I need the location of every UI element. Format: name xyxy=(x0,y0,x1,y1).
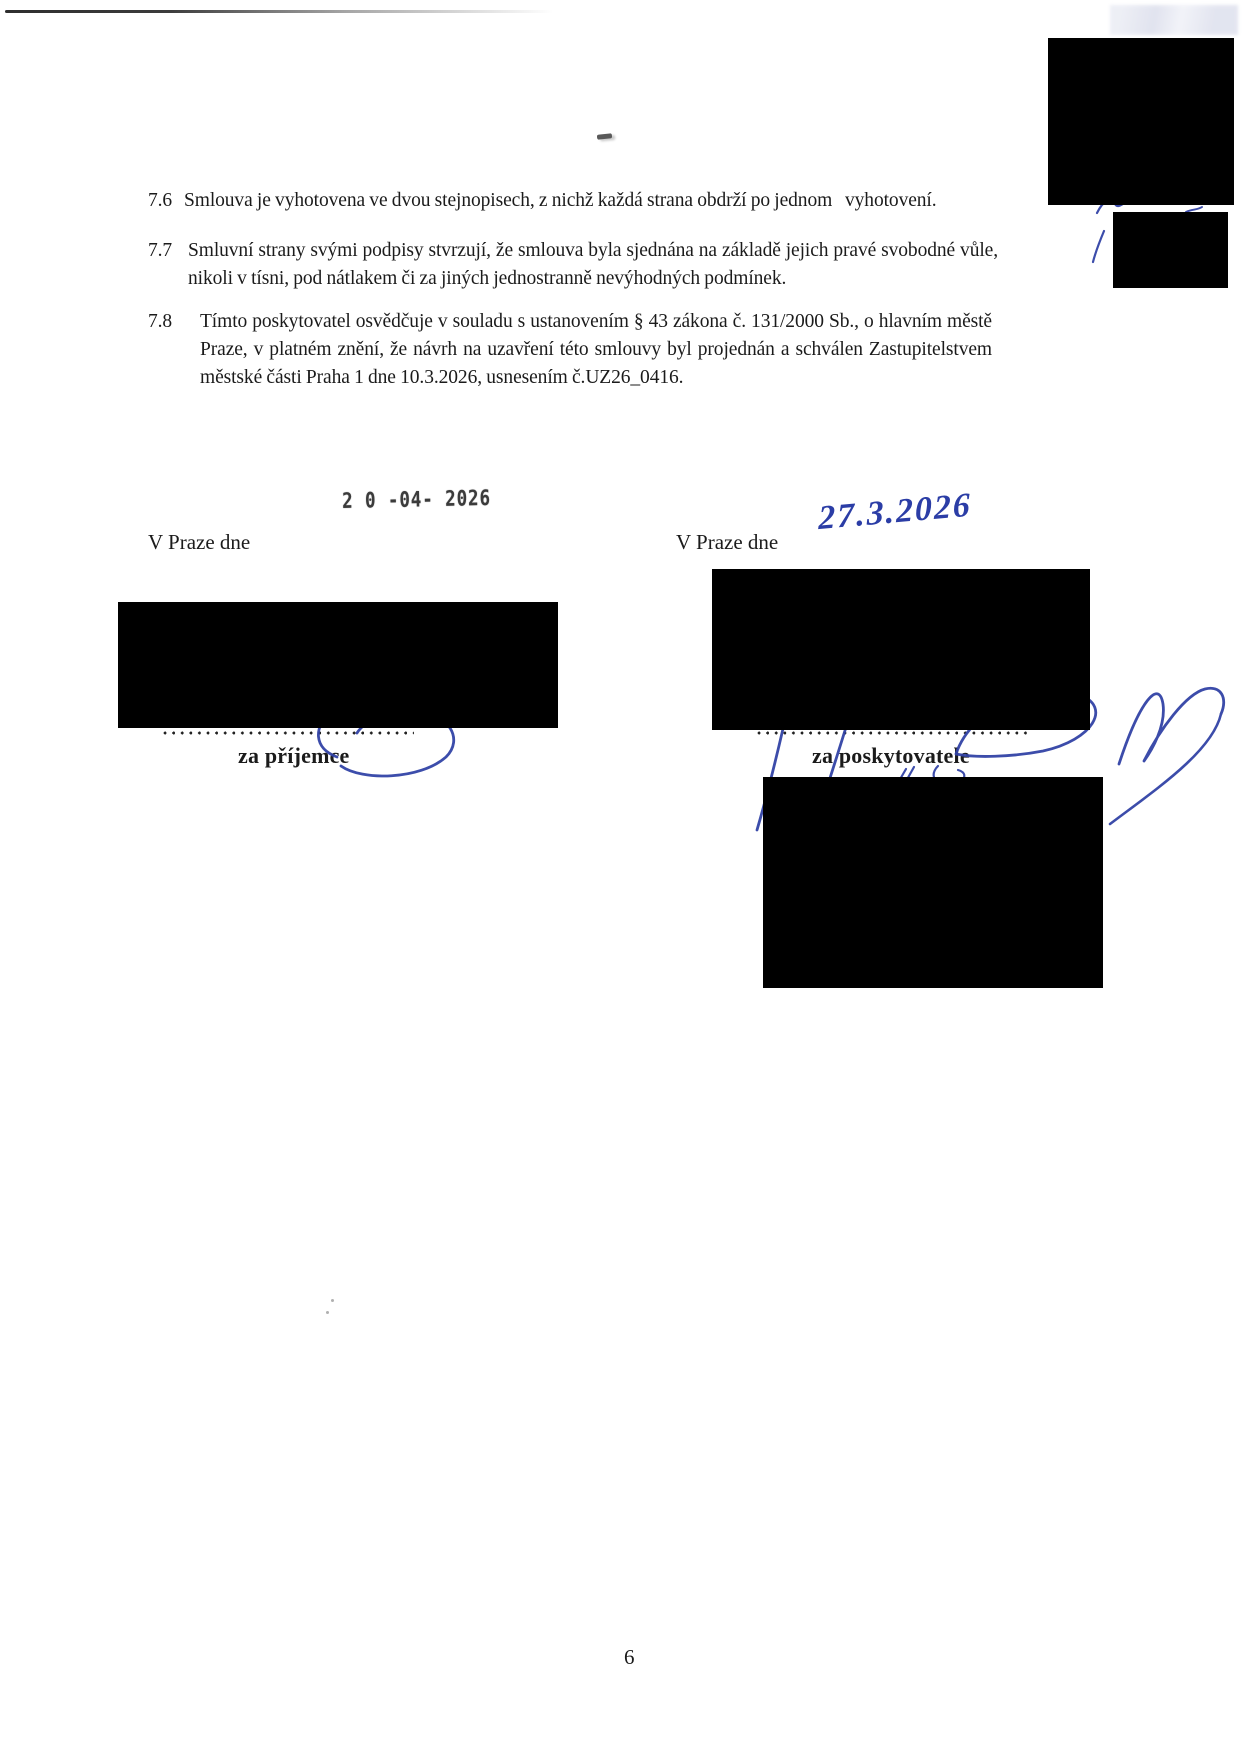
signature-role-label-left: za příjemce xyxy=(238,743,350,768)
scan-dot xyxy=(326,1311,329,1314)
handwritten-date: 27.3.2026 xyxy=(818,486,973,538)
scan-speck xyxy=(597,133,612,140)
page-number: 6 xyxy=(624,1645,635,1669)
ink-signature-right-tail xyxy=(1110,714,1221,824)
place-date-line-left: V Praze dne xyxy=(148,530,251,554)
clause-7-6 xyxy=(148,187,937,215)
clause-7-7 xyxy=(148,237,998,293)
clause-7-8 xyxy=(148,308,992,392)
signature-dotted-line-left xyxy=(163,731,414,735)
clause-number: 7.7 xyxy=(148,240,173,261)
redaction-box-left-signatory xyxy=(118,602,558,728)
ink-annotation-slash xyxy=(1093,231,1104,262)
scan-dot xyxy=(331,1299,334,1302)
redaction-box-top-right-small xyxy=(1113,212,1228,288)
signature-dotted-line-right xyxy=(757,731,1031,735)
faint-stamp-smudge xyxy=(1110,5,1238,35)
signature-role-label-right: za poskytovatele xyxy=(812,743,970,768)
redaction-box-right-signatory xyxy=(712,569,1090,730)
clause-text: Smluvní strany svými podpisy stvrzují, že smlouva byla sjednána na základě jejich pravé svobodné vůle, nikoli v tísni, pod nátlakem či za jiných jednostranně nevýhodných podmínek. xyxy=(188,240,998,289)
clause-number: 7.6 xyxy=(148,190,173,211)
clause-text: Tímto poskytovatel osvědčuje v souladu s ustanovením § 43 zákona č. 131/2000 Sb., o hlavním městě Praze, v platném znění, že návrh na uzavření této smlouvy byl projednán a schválen Zastupitelstvem městské části Praha 1 dne 10.3.2026, usnesením č.UZ26_0416. xyxy=(200,311,992,388)
ink-signature-right-flourish xyxy=(1119,688,1224,764)
clause-number: 7.8 xyxy=(148,311,173,332)
redaction-box-top-right-large xyxy=(1048,38,1234,205)
clause-text: Smlouva je vyhotovena ve dvou stejnopisech, z nichž každá strana obdrží po jednom vyhotovení. xyxy=(184,190,937,211)
scan-edge-line xyxy=(5,10,553,13)
date-stamp: 2 0 -04- 2026 xyxy=(342,485,492,514)
redaction-box-right-stamp-area xyxy=(763,777,1103,988)
place-date-line-right: V Praze dne xyxy=(676,530,779,554)
